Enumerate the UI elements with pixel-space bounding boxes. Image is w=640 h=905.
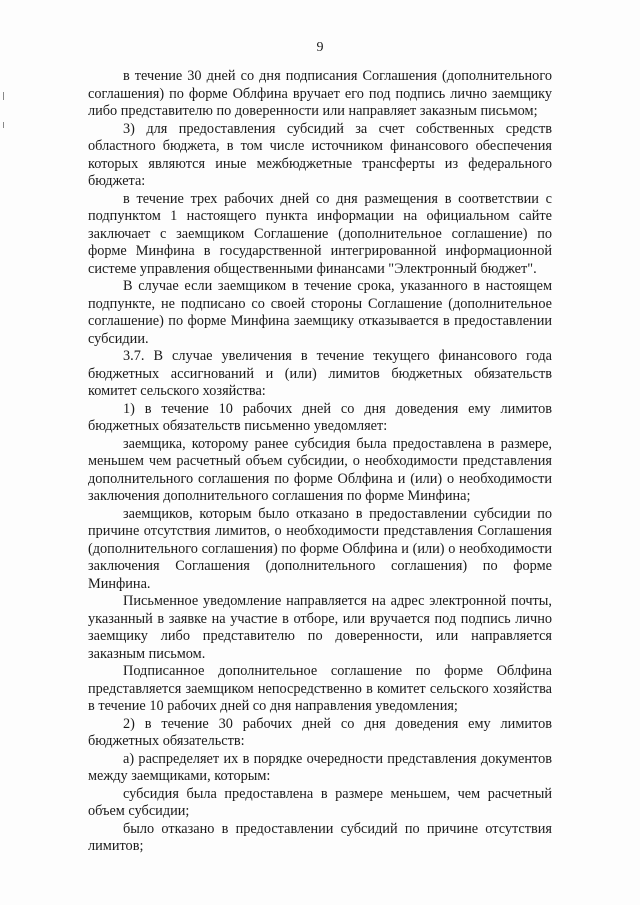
paragraph: 1) в течение 10 рабочих дней со дня доведения ему лимитов бюджетных обязательств письменно уведомляет:: [88, 400, 552, 434]
paragraph: 3) для предоставления субсидий за счет собственных средств областного бюджета, в том числе источником финансового обеспечения которых являются иные межбюджетные трансферты из федерального бюджета:: [88, 120, 552, 189]
paragraph: а) распределяет их в порядке очередности представления документов между заемщиками, которым:: [88, 750, 552, 784]
document-body: [88, 68, 552, 856]
paragraph: субсидия была предоставлена в размере меньшем, чем расчетный объем субсидии;: [88, 785, 552, 819]
paragraph: в течение трех рабочих дней со дня размещения в соответствии с подпунктом 1 настоящего пункта информации на официальном сайте заключает с заемщиком Соглашение (дополнительное соглашение) по форме Минфина в государственной интегрированной информационной системе управления общественными финансами "Электронный бюджет".: [88, 190, 552, 277]
paragraph: В случае если заемщиком в течение срока, указанного в настоящем подпункте, не подписано со своей стороны Соглашение (дополнительное соглашение) по форме Минфина заемщику отказывается в предоставлении субсидии.: [88, 278, 552, 347]
paragraph: заемщиков, которым было отказано в предоставлении субсидии по причине отсутствия лимитов, о необходимости представления Соглашения (дополнительного соглашения) по форме Облфина и (или) о необходимости заключения Соглашения (дополнительного соглашения) по форме Минфина.: [88, 505, 552, 592]
paragraph: в течение 30 дней со дня подписания Соглашения (дополнительного соглашения) по форме Облфина вручает его под подпись лично заемщику либо представителю по доверенности или направляет заказным письмом;: [88, 68, 552, 119]
paragraph: Подписанное дополнительное соглашение по форме Облфина представляется заемщиком непосредственно в комитет сельского хозяйства в течение 10 рабочих дней со дня направления уведомления;: [88, 663, 552, 714]
paragraph: Письменное уведомление направляется на адрес электронной почты, указанный в заявке на участие в отборе, или вручается под подпись лично заемщику либо представителю по доверенности, или направляется заказным письмом.: [88, 593, 552, 662]
paragraph: было отказано в предоставлении субсидий по причине отсутствия лимитов;: [88, 820, 552, 854]
paragraph: заемщика, которому ранее субсидия была предоставлена в размере, меньшем чем расчетный объем субсидии, о необходимости представления дополнительного соглашения по форме Облфина и (или) о необходимости заключения дополнительного соглашения по форме Минфина;: [88, 435, 552, 504]
paragraph: 3.7. В случае увеличения в течение текущего финансового года бюджетных ассигнований и (или) лимитов бюджетных обязательств комитет сельского хозяйства:: [88, 348, 552, 399]
scan-margin-mark: [3, 122, 4, 128]
page-number: 9: [316, 40, 324, 55]
scan-margin-mark: [3, 92, 4, 100]
paragraph: 2) в течение 30 рабочих дней со дня доведения ему лимитов бюджетных обязательств:: [88, 715, 552, 749]
